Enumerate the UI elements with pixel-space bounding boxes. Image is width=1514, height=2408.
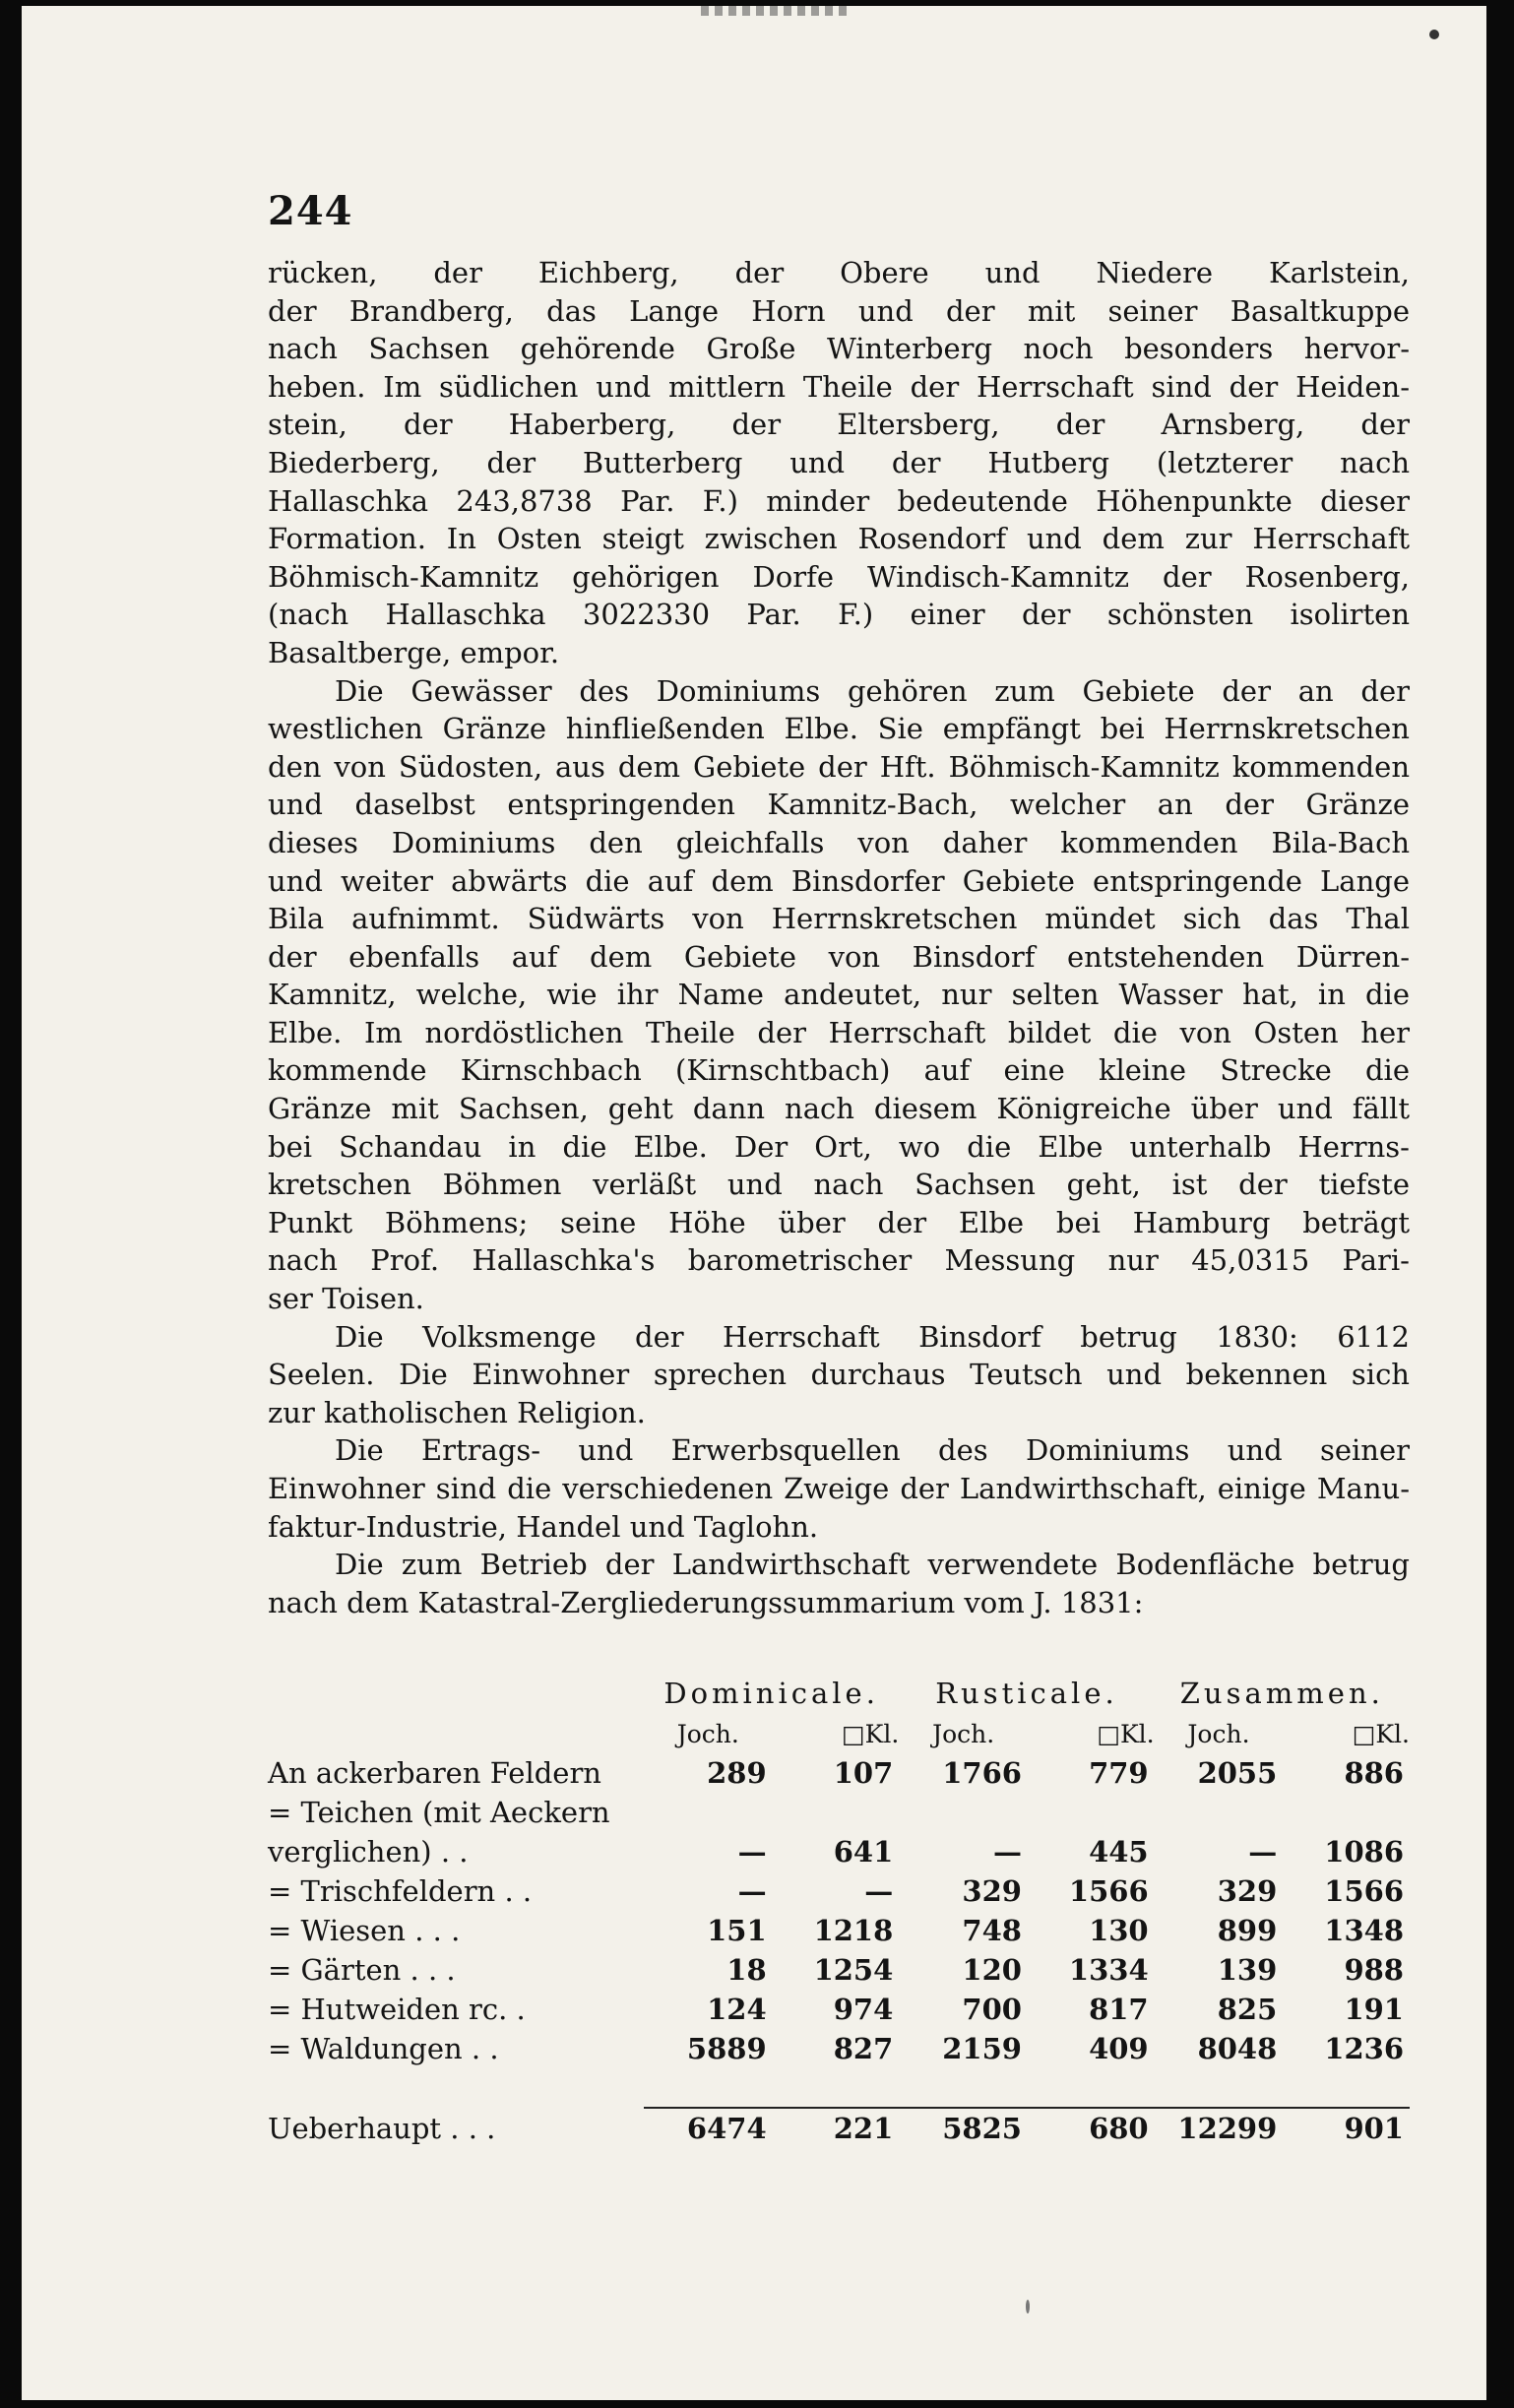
table-row: [268, 1990, 1410, 2029]
text-line: und daselbst entspringenden Kamnitz-Bach, welcher an der Gränze: [268, 788, 1410, 822]
table-cell: 974: [833, 1993, 894, 2026]
table-cell: [773, 1793, 900, 1832]
scan-speck: [1026, 2300, 1030, 2313]
group-zusammen: Zusammen.: [1179, 1677, 1384, 1710]
unit-klafter: □Kl.: [842, 1719, 900, 1748]
text-line: Biederberg, der Butterberg und der Hutberg (letzterer nach: [268, 445, 1410, 479]
table-cell: 779: [1089, 1756, 1149, 1790]
table-row: [268, 1832, 1410, 1871]
text-line: (nach Hallaschka 3022330 Par. F.) einer der schönsten isolirten: [268, 598, 1410, 632]
table-cell: 409: [1089, 2032, 1149, 2065]
table-cell: 120: [962, 1953, 1022, 1987]
text-line: dieses Dominiums den gleichfalls von daher kommenden Bila-Bach: [268, 825, 1410, 859]
text-line: Gränze mit Sachsen, geht dann nach diesem Königreiche über und fällt: [268, 1092, 1410, 1126]
table-cell: [899, 1793, 1028, 1832]
table-cell: 107: [833, 1756, 894, 1790]
text-line: kretschen Böhmen verläßt und nach Sachsen geht, ist der tiefste: [268, 1168, 1410, 1202]
table-cell: 329: [962, 1874, 1022, 1908]
row-label: = Teichen (mit Aeckern: [268, 1796, 610, 1829]
unit-klafter: □Kl.: [1097, 1719, 1155, 1748]
table-cell: 2055: [1197, 1756, 1278, 1790]
table-total-row: [268, 2108, 1410, 2148]
table-cell: 124: [707, 1993, 767, 2026]
text-line: Bila aufnimmt. Südwärts von Herrnskretschen mündet sich das Thal: [268, 902, 1410, 936]
row-label: An ackerbaren Feldern: [268, 1756, 601, 1790]
table-cell: 12299: [1177, 2112, 1278, 2145]
table-cell: 899: [1217, 1914, 1278, 1947]
table-cell: 6474: [686, 2112, 767, 2145]
text-line: der ebenfalls auf dem Gebiete von Binsdorf entstehenden Dürren-: [268, 939, 1410, 974]
text-line: der Brandberg, das Lange Horn und der mit seiner Basaltkuppe: [268, 293, 1410, 328]
row-label: = Trischfeldern . .: [268, 1874, 533, 1908]
text-line: nach Prof. Hallaschka's barometrischer Messung nur 45,0315 Pari-: [268, 1243, 1410, 1278]
table-cell: —: [1248, 1835, 1278, 1869]
table-rule: [268, 2068, 1410, 2108]
text-line: faktur-Industrie, Handel und Taglohn.: [268, 1509, 819, 1544]
table-cell: 5825: [942, 2112, 1022, 2145]
table-cell: 1086: [1324, 1835, 1404, 1869]
text-line: und weiter abwärts die auf dem Binsdorfer Gebiete entspringende Lange: [268, 863, 1410, 898]
text-line: Punkt Böhmens; seine Höhe über der Elbe bei Hamburg beträgt: [268, 1205, 1410, 1239]
table-row: [268, 1753, 1410, 1793]
table-row: [268, 2029, 1410, 2068]
table-cell: 748: [962, 1914, 1022, 1947]
table-row: [268, 1911, 1410, 1950]
table-cell: 1218: [813, 1914, 894, 1947]
text-line: Hallaschka 243,8738 Par. F.) minder bedeutende Höhenpunkte dieser: [268, 483, 1410, 518]
table-cell: 8048: [1197, 2032, 1278, 2065]
row-label: = Hutweiden rc. .: [268, 1993, 526, 2026]
text-line: bei Schandau in die Elbe. Der Ort, wo die Elbe unterhalb Herrns-: [268, 1129, 1410, 1164]
text-line: Die zum Betrieb der Landwirthschaft verwendete Bodenfläche betrug: [335, 1548, 1410, 1582]
scan-edge-artifact: [701, 6, 849, 16]
unit-joch: Joch.: [932, 1719, 995, 1748]
table-group-header: [268, 1673, 1410, 1714]
table-cell: 1566: [1324, 1874, 1404, 1908]
table-cell: 139: [1217, 1953, 1278, 1987]
unit-joch: Joch.: [1187, 1719, 1250, 1748]
table-cell: 988: [1344, 1953, 1404, 1987]
unit-klafter: □Kl.: [1352, 1719, 1410, 1748]
text-line: den von Südosten, aus dem Gebiete der Hft. Böhmisch-Kamnitz kommenden: [268, 749, 1410, 784]
text-line: ser Toisen.: [268, 1282, 424, 1316]
text-line: Die Volksmenge der Herrschaft Binsdorf betrug 1830: 6112: [335, 1319, 1410, 1354]
table-cell: 680: [1089, 2112, 1149, 2145]
body-text: [268, 254, 1410, 1621]
land-use-table: [268, 1673, 1410, 2148]
text-line: westlichen Gränze hinfließenden Elbe. Sie empfängt bei Herrnskretschen: [268, 712, 1410, 746]
table-cell: [1155, 1793, 1284, 1832]
table-cell: 825: [1217, 1993, 1278, 2026]
table-cell: 221: [833, 2112, 894, 2145]
table-cell: 1236: [1324, 2032, 1404, 2065]
table-cell: 817: [1089, 1993, 1149, 2026]
row-label: = Gärten . . .: [268, 1953, 456, 1987]
sum-rule: [644, 2068, 1410, 2108]
table-cell: 1334: [1068, 1953, 1149, 1987]
text-line: heben. Im südlichen und mittlern Theile der Herrschaft sind der Heiden-: [268, 369, 1410, 404]
table-cell: 289: [707, 1756, 767, 1790]
table-unit-header: [268, 1714, 1410, 1753]
table-cell: 151: [707, 1914, 767, 1947]
text-line: Die Gewässer des Dominiums gehören zum Gebiete der an der: [335, 673, 1410, 708]
table-cell: —: [737, 1874, 767, 1908]
table-cell: 1566: [1068, 1874, 1149, 1908]
table-cell: 445: [1089, 1835, 1149, 1869]
row-label: verglichen) . .: [268, 1835, 469, 1869]
scan-speck: [1429, 30, 1439, 39]
table-cell: 1254: [813, 1953, 894, 1987]
table-cell: —: [737, 1835, 767, 1869]
unit-joch: Joch.: [676, 1719, 739, 1748]
group-rusticale: Rusticale.: [935, 1677, 1118, 1710]
row-label: = Waldungen . .: [268, 2032, 499, 2065]
table-row: [268, 1871, 1410, 1911]
text-line: Seelen. Die Einwohner sprechen durchaus Teutsch und bekennen sich: [268, 1358, 1410, 1392]
table-cell: —: [864, 1874, 894, 1908]
table-cell: 700: [962, 1993, 1022, 2026]
page-number: 244: [268, 188, 353, 234]
table-cell: [1028, 1793, 1155, 1832]
table-cell: 1766: [942, 1756, 1022, 1790]
text-line: Kamnitz, welche, wie ihr Name andeutet, nur selten Wasser hat, in die: [268, 978, 1410, 1012]
text-line: zur katholischen Religion.: [268, 1395, 646, 1429]
table-cell: 901: [1344, 2112, 1404, 2145]
text-line: kommende Kirnschbach (Kirnschtbach) auf eine kleine Strecke die: [268, 1053, 1410, 1088]
table-cell: 191: [1344, 1993, 1404, 2026]
table-cell: 329: [1217, 1874, 1278, 1908]
text-line: nach Sachsen gehörende Große Winterberg noch besonders hervor-: [268, 332, 1410, 366]
table-cell: [1283, 1793, 1410, 1832]
row-label: = Wiesen . . .: [268, 1914, 461, 1947]
table-cell: —: [992, 1835, 1022, 1869]
text-line: Formation. In Osten steigt zwischen Rosendorf und dem zur Herrschaft: [268, 522, 1410, 556]
table-cell: 827: [833, 2032, 894, 2065]
text-line: Böhmisch-Kamnitz gehörigen Dorfe Windisch-Kamnitz der Rosenberg,: [268, 559, 1410, 594]
table-cell: 1348: [1324, 1914, 1404, 1947]
group-dominicale: Dominicale.: [663, 1677, 879, 1710]
text-line: Elbe. Im nordöstlichen Theile der Herrschaft bildet die von Osten her: [268, 1015, 1410, 1049]
table-cell: 886: [1344, 1756, 1404, 1790]
text-line: Einwohner sind die verschiedenen Zweige der Landwirthschaft, einige Manu-: [268, 1472, 1410, 1505]
scanned-page: [22, 6, 1486, 2400]
text-line: Basaltberge, empor.: [268, 635, 560, 669]
table-cell: 2159: [942, 2032, 1022, 2065]
text-line: rücken, der Eichberg, der Obere und Niedere Karlstein,: [268, 256, 1410, 289]
table-cell: 130: [1089, 1914, 1149, 1947]
table-row: [268, 1793, 1410, 1832]
table-row: [268, 1950, 1410, 1990]
table-cell: 641: [833, 1835, 894, 1869]
row-label: Ueberhaupt . . .: [268, 2111, 496, 2145]
table-cell: 5889: [686, 2032, 767, 2065]
text-line: Die Ertrags- und Erwerbsquellen des Dominiums und seiner: [335, 1433, 1410, 1468]
table-cell: [644, 1793, 773, 1832]
text-line: nach dem Katastral-Zergliederungssummarium vom J. 1831:: [268, 1585, 1144, 1619]
table-cell: 18: [726, 1953, 767, 1987]
text-line: stein, der Haberberg, der Eltersberg, der Arnsberg, der: [268, 408, 1410, 442]
